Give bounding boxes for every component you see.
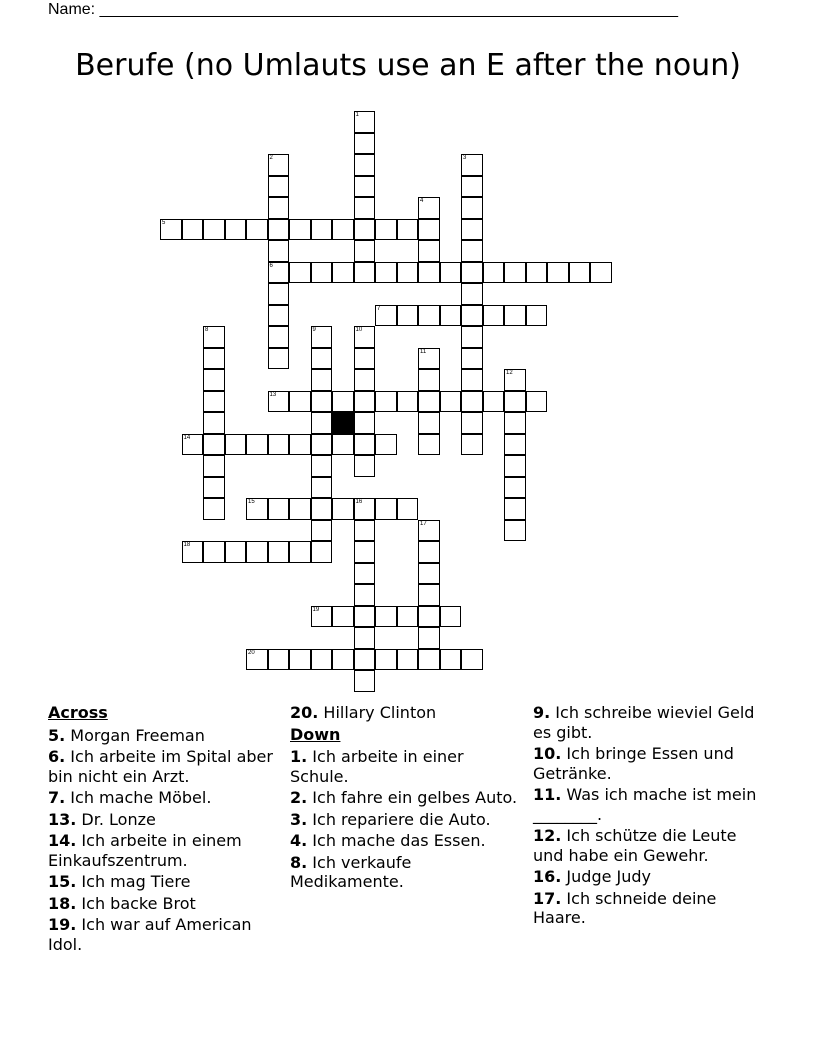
crossword-cell[interactable] (311, 348, 333, 370)
clue-text: Ich schütze die Leute und habe ein Gewehr. (533, 826, 737, 865)
clue-number: 5. (48, 725, 66, 745)
clue-item (533, 826, 761, 865)
crossword-cell[interactable] (332, 649, 354, 671)
cell-number: 3 (463, 155, 467, 161)
crossword-cell[interactable] (461, 326, 483, 348)
crossword-cell[interactable] (354, 627, 376, 649)
crossword-cell[interactable] (418, 240, 440, 262)
crossword-cell[interactable] (504, 520, 526, 542)
crossword-cell[interactable] (504, 369, 526, 391)
cell-number: 17 (420, 520, 427, 527)
crossword-cell[interactable] (354, 240, 376, 262)
crossword-cell[interactable] (203, 498, 225, 520)
cell-number: 19 (312, 606, 320, 613)
clue-item (48, 915, 276, 954)
cell-number: 14 (183, 434, 191, 441)
crossword-cell[interactable] (311, 606, 333, 628)
crossword-cell[interactable] (397, 391, 419, 413)
clue-text: Ich war auf American Idol. (48, 915, 252, 954)
crossword-cell[interactable] (203, 412, 225, 434)
crossword-cell[interactable] (268, 326, 290, 348)
clue-item (533, 744, 761, 783)
cell-number: 2 (269, 155, 273, 161)
crossword-cell[interactable] (375, 262, 397, 284)
clue-text: Ich mache Möbel. (65, 788, 212, 807)
name-field-label: Name: _________________________________________________________________ (48, 1, 678, 18)
clue-column-2 (290, 703, 518, 894)
clue-number: 11. (533, 785, 562, 804)
clue-number: 13. (48, 809, 77, 829)
crossword-cell[interactable] (397, 262, 419, 284)
cell-number: 5 (162, 219, 166, 226)
clue-item (290, 788, 518, 808)
clue-text: Ich verkaufe Medikamente. (290, 852, 412, 891)
crossword-cell[interactable] (182, 219, 204, 241)
crossword-cell[interactable] (203, 369, 225, 391)
crossword-cell[interactable] (311, 219, 333, 241)
cell-number: 8 (205, 327, 209, 333)
clue-number: 7. (48, 788, 66, 807)
clue-text: Ich bringe Essen und Getränke. (533, 744, 734, 783)
cell-number: 12 (506, 370, 513, 376)
crossword-cell[interactable] (182, 434, 204, 456)
crossword-cell[interactable] (418, 563, 440, 585)
across-clue-list (48, 726, 276, 955)
crossword-cell[interactable] (268, 154, 290, 176)
crossword-cell[interactable] (504, 262, 526, 284)
crossword-cell[interactable] (397, 305, 419, 327)
crossword-cell[interactable] (354, 219, 376, 241)
clue-text: Ich arbeite im Spital aber bin nicht ein Arzt. (48, 747, 273, 786)
clue-text: Ich fahre ein gelbes Auto. (307, 788, 518, 807)
cell-number: 9 (312, 327, 316, 333)
crossword-cell[interactable] (268, 649, 290, 671)
crossword-cell[interactable] (289, 541, 311, 563)
crossword-cell[interactable] (418, 348, 440, 370)
clue-text: Ich repariere die Auto. (307, 809, 491, 829)
crossword-cell[interactable] (354, 434, 376, 456)
clue-number: 9. (533, 703, 551, 722)
crossword-cell[interactable] (504, 305, 526, 327)
crossword-cell[interactable] (203, 477, 225, 499)
crossword-cell[interactable] (203, 219, 225, 241)
page-title: Berufe (no Umlauts use an E after the noun) (75, 48, 741, 83)
crossword-cell[interactable] (246, 649, 268, 671)
clue-item (48, 831, 276, 870)
clue-item (48, 747, 276, 786)
crossword-cell[interactable] (332, 434, 354, 456)
clue-number: 20. (290, 703, 319, 722)
crossword-cell[interactable] (461, 197, 483, 219)
crossword-cell[interactable] (526, 305, 548, 327)
clue-number: 6. (48, 747, 66, 766)
clue-text: Ich arbeite in einem Einkaufszentrum. (48, 831, 242, 870)
crossword-cell[interactable] (311, 326, 333, 348)
crossword-cell[interactable] (461, 219, 483, 241)
clue-text: Ich arbeite in einer Schule. (290, 747, 464, 786)
clue-number: 14. (48, 831, 77, 850)
clue-text: Ich mag Tiere (76, 872, 191, 891)
crossword-cell[interactable] (268, 391, 290, 413)
crossword-cell[interactable] (354, 154, 376, 176)
crossword-cell[interactable] (483, 391, 505, 413)
crossword-cell[interactable] (246, 541, 268, 563)
crossword-cell[interactable] (268, 434, 290, 456)
clue-item (48, 788, 276, 808)
clue-text: Dr. Lonze (76, 809, 156, 829)
crossword-cell[interactable] (504, 434, 526, 456)
crossword-cell[interactable] (504, 455, 526, 477)
crossword-cell[interactable] (268, 240, 290, 262)
crossword-cell[interactable] (461, 412, 483, 434)
crossword-cell[interactable] (440, 649, 462, 671)
crossword-cell[interactable] (418, 391, 440, 413)
crossword-cell[interactable] (311, 477, 333, 499)
crossword-cell[interactable] (289, 262, 311, 284)
crossword-cell[interactable] (375, 606, 397, 628)
clue-text: Ich mache das Essen. (307, 831, 486, 850)
crossword-cell[interactable] (418, 412, 440, 434)
crossword-cell[interactable] (354, 348, 376, 370)
crossword-cell[interactable] (418, 541, 440, 563)
crossword-cell[interactable] (590, 262, 612, 284)
clue-item (290, 747, 518, 786)
crossword-cell[interactable] (354, 111, 376, 133)
crossword-cell[interactable] (375, 649, 397, 671)
cell-number: 1 (355, 112, 359, 118)
clue-item (48, 810, 276, 830)
crossword-cell[interactable] (311, 369, 333, 391)
crossword-cell[interactable] (354, 197, 376, 219)
crossword-cell[interactable] (418, 606, 440, 628)
crossword-cell[interactable] (268, 219, 290, 241)
crossword-cell[interactable] (203, 434, 225, 456)
crossword-cell[interactable] (311, 498, 333, 520)
crossword-cell[interactable] (483, 262, 505, 284)
crossword-cell[interactable] (332, 498, 354, 520)
crossword-cell[interactable] (440, 262, 462, 284)
crossword-cell[interactable] (354, 649, 376, 671)
crossword-cell[interactable] (461, 391, 483, 413)
crossword-cell[interactable] (268, 283, 290, 305)
down-clue-list (290, 747, 518, 892)
clue-number: 8. (290, 852, 308, 872)
clue-number: 15. (48, 872, 77, 891)
crossword-cell[interactable] (311, 455, 333, 477)
crossword-cell[interactable] (354, 391, 376, 413)
clue-text: Was ich mache ist mein ________. (533, 785, 757, 824)
crossword-cell[interactable] (203, 326, 225, 348)
clue-text: Morgan Freeman (65, 725, 205, 745)
crossword-cell[interactable] (461, 262, 483, 284)
crossword-cell[interactable] (569, 262, 591, 284)
crossword-cell[interactable] (418, 197, 440, 219)
crossword-cell[interactable] (268, 262, 290, 284)
clue-number: 18. (48, 893, 77, 913)
clue-item (290, 810, 518, 830)
crossword-cell[interactable] (289, 219, 311, 241)
crossword-cell[interactable] (504, 412, 526, 434)
crossword-cell[interactable] (397, 219, 419, 241)
crossword-cell[interactable] (268, 498, 290, 520)
crossword-cell[interactable] (461, 305, 483, 327)
crossword-cell[interactable] (354, 262, 376, 284)
crossword-cell[interactable] (311, 434, 333, 456)
crossword-cell[interactable] (354, 498, 376, 520)
crossword-cell[interactable] (526, 262, 548, 284)
crossword-cell[interactable] (504, 391, 526, 413)
down-clue-list-continued (533, 703, 761, 928)
crossword-cell[interactable] (289, 498, 311, 520)
crossword-cell[interactable] (440, 305, 462, 327)
clue-number: 4. (290, 831, 308, 850)
clue-item (290, 703, 518, 723)
clue-text: Hillary Clinton (318, 703, 437, 722)
crossword-cell[interactable] (354, 670, 376, 692)
clue-number: 3. (290, 809, 308, 829)
crossword-cell[interactable] (203, 391, 225, 413)
crossword-cell[interactable] (246, 434, 268, 456)
black-cell (332, 412, 354, 434)
crossword-cell[interactable] (332, 262, 354, 284)
crossword-cell[interactable] (461, 283, 483, 305)
down-heading: Down (290, 724, 341, 744)
crossword-cell[interactable] (354, 584, 376, 606)
clue-item (533, 889, 761, 928)
crossword-cell[interactable] (547, 262, 569, 284)
clue-column-1 (48, 703, 276, 956)
cell-number: 11 (420, 348, 427, 355)
crossword-cell[interactable] (289, 391, 311, 413)
crossword-cell[interactable] (461, 649, 483, 671)
crossword-cell[interactable] (354, 563, 376, 585)
cell-number: 16 (355, 499, 363, 505)
clue-item (533, 703, 761, 742)
cell-number: 15 (248, 499, 255, 505)
crossword-cell[interactable] (332, 219, 354, 241)
crossword-cell[interactable] (289, 649, 311, 671)
crossword-cell[interactable] (418, 305, 440, 327)
crossword-cell[interactable] (440, 606, 462, 628)
crossword-cell[interactable] (332, 391, 354, 413)
cell-number: 20 (248, 649, 255, 656)
clue-item (533, 867, 761, 887)
clue-text: Ich schreibe wieviel Geld es gibt. (533, 703, 755, 742)
crossword-cell[interactable] (418, 434, 440, 456)
crossword-cell[interactable] (461, 176, 483, 198)
clue-item (48, 872, 276, 892)
clue-item (290, 831, 518, 851)
crossword-cell[interactable] (354, 326, 376, 348)
crossword-cell[interactable] (246, 219, 268, 241)
crossword-cell[interactable] (526, 391, 548, 413)
crossword-cell[interactable] (268, 348, 290, 370)
crossword-cell[interactable] (354, 455, 376, 477)
crossword-cell[interactable] (418, 520, 440, 542)
clue-text: Judge Judy (561, 867, 652, 886)
crossword-cell[interactable] (268, 197, 290, 219)
crossword-cell[interactable] (268, 176, 290, 198)
crossword-cell[interactable] (375, 305, 397, 327)
clue-number: 12. (533, 826, 562, 845)
cell-number: 6 (269, 262, 273, 269)
clue-text: Ich schneide deine Haare. (533, 888, 717, 927)
crossword-cell[interactable] (354, 520, 376, 542)
crossword-cell[interactable] (354, 369, 376, 391)
crossword-cell[interactable] (203, 348, 225, 370)
crossword-cell[interactable] (375, 219, 397, 241)
cell-number: 10 (355, 327, 363, 333)
crossword-cell[interactable] (418, 627, 440, 649)
crossword-cell[interactable] (375, 498, 397, 520)
crossword-cell[interactable] (504, 477, 526, 499)
clue-number: 19. (48, 915, 77, 934)
cell-number: 13 (269, 391, 277, 398)
crossword-cell[interactable] (440, 391, 462, 413)
crossword-cell[interactable] (418, 649, 440, 671)
crossword-cell[interactable] (461, 434, 483, 456)
crossword-cell[interactable] (289, 434, 311, 456)
crossword-cell[interactable] (268, 305, 290, 327)
crossword-cell[interactable] (461, 240, 483, 262)
crossword-cell[interactable] (160, 219, 182, 241)
crossword-cell[interactable] (397, 498, 419, 520)
clue-item (48, 726, 276, 746)
crossword-cell[interactable] (354, 133, 376, 155)
clue-item (290, 853, 518, 892)
crossword-cell[interactable] (354, 606, 376, 628)
crossword-cell[interactable] (483, 305, 505, 327)
crossword-cell[interactable] (397, 606, 419, 628)
crossword-cell[interactable] (418, 369, 440, 391)
cell-number: 4 (420, 198, 424, 204)
crossword-cell[interactable] (375, 391, 397, 413)
crossword-cell[interactable] (311, 649, 333, 671)
crossword-cell[interactable] (418, 219, 440, 241)
crossword-cell[interactable] (504, 498, 526, 520)
crossword-cell[interactable] (461, 154, 483, 176)
crossword-cell[interactable] (203, 455, 225, 477)
crossword-cell[interactable] (375, 434, 397, 456)
crossword-cell[interactable] (311, 520, 333, 542)
crossword-cell[interactable] (397, 649, 419, 671)
crossword-cell[interactable] (354, 541, 376, 563)
clue-item (48, 894, 276, 914)
cell-number: 7 (377, 305, 381, 312)
crossword-cell[interactable] (225, 541, 247, 563)
clue-number: 10. (533, 744, 562, 763)
crossword-cell[interactable] (418, 584, 440, 606)
clue-column-3 (533, 703, 761, 930)
clue-text: Ich backe Brot (76, 893, 196, 913)
crossword-cell[interactable] (225, 219, 247, 241)
crossword-cell[interactable] (311, 391, 333, 413)
cell-number: 18 (183, 542, 191, 548)
crossword-cell[interactable] (354, 412, 376, 434)
crossword-cell[interactable] (354, 176, 376, 198)
clue-item (533, 785, 761, 824)
crossword-cell[interactable] (182, 541, 204, 563)
crossword-cell[interactable] (311, 541, 333, 563)
crossword-cell[interactable] (203, 541, 225, 563)
crossword-cell[interactable] (311, 262, 333, 284)
crossword-cell[interactable] (332, 606, 354, 628)
across-heading: Across (48, 703, 108, 722)
crossword-cell[interactable] (461, 348, 483, 370)
clue-number: 2. (290, 788, 308, 807)
crossword-cell[interactable] (418, 262, 440, 284)
crossword-cell[interactable] (225, 434, 247, 456)
crossword-cell[interactable] (461, 369, 483, 391)
across-clue-list-continued (290, 703, 518, 723)
crossword-cell[interactable] (268, 541, 290, 563)
clue-number: 16. (533, 867, 562, 886)
clue-number: 17. (533, 888, 562, 908)
crossword-cell[interactable] (311, 412, 333, 434)
crossword-cell[interactable] (246, 498, 268, 520)
clue-number: 1. (290, 747, 308, 766)
